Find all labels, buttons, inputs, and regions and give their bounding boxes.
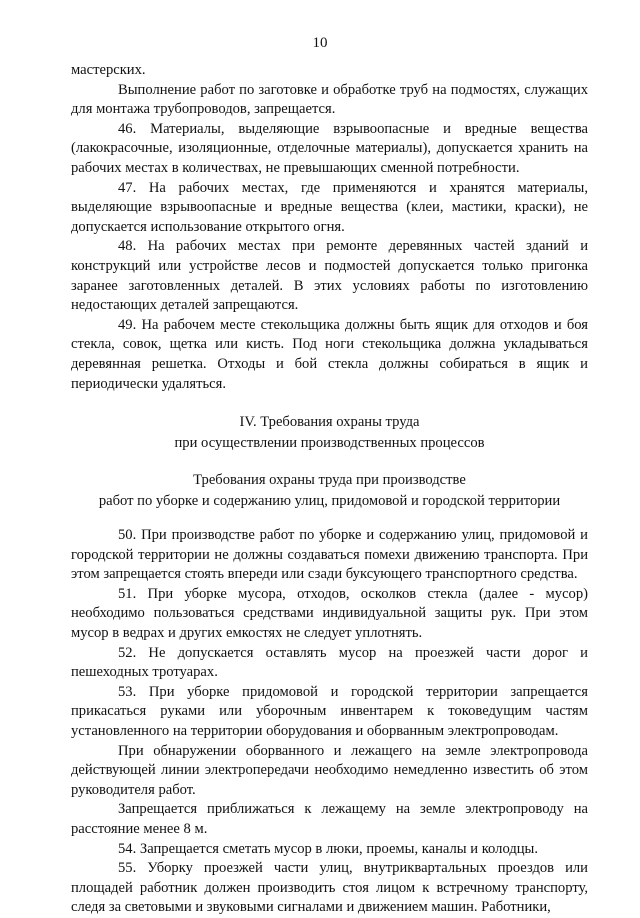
sub-heading-line-1: Требования охраны труда при производстве <box>193 472 466 489</box>
document-body <box>71 61 588 918</box>
paragraph-item-50: 50. При производстве работ по уборке и содержанию улиц, придомовой и городской территории не должны создаваться помехи движению транспорта. При этом запрещается стоять впереди или сзади буксующего транспортного средства. <box>71 527 588 583</box>
paragraph-item-55: 55. Уборку проезжей части улиц, внутриквартальных проездов или площадей работник должен производить стоя лицом к встречному транспорту, следя за световыми и звуковыми сигналами и движением машин. Работники, <box>71 860 588 916</box>
paragraph-item-49: 49. На рабочем месте стекольщика должны быть ящик для отходов и боя стекла, совок, щетка или кисть. Под ноги стекольщика должна укладываться деревянная решетка. Отходы и бой стекла должны собираться в ящик и периодически удаляться. <box>71 316 588 392</box>
section-heading-line-1: IV. Требования охраны труда <box>239 414 420 431</box>
paragraph-item-47: 47. На рабочих местах, где применяются и хранятся материалы, выделяющие взрывоопасные и вредные вещества (клеи, мастики, краски), не допускается использование открытого огня. <box>71 179 588 235</box>
paragraph-continuation: мастерских. <box>71 62 146 78</box>
paragraph-distance: Запрещается приближаться к лежащему на земле электропроводу на расстояние менее 8 м. <box>71 801 588 837</box>
paragraph-pipe-work: Выполнение работ по заготовке и обработке труб на подмостях, служащих для монтажа трубопроводов, запрещается. <box>71 81 588 118</box>
paragraph-broken-wire: При обнаружении оборванного и лежащего на земле электропровода действующей линии электропередачи необходимо немедленно известить об этом руководителя работ. <box>71 742 588 798</box>
section-heading <box>71 412 588 454</box>
sub-heading-line-2: работ по уборке и содержанию улиц, придомовой и городской территории <box>98 493 561 510</box>
page-number: 10 <box>312 35 328 51</box>
paragraph-item-46: 46. Материалы, выделяющие взрывоопасные и вредные вещества (лакокрасочные, изоляционные, отделочные материалы), допускается хранить на рабочих местах в количествах, не превышающих сменной потребности. <box>71 120 588 176</box>
paragraph-item-52: 52. Не допускается оставлять мусор на проезжей части дорог и пешеходных тротуарах. <box>71 644 588 681</box>
section-heading-line-2: при осуществлении производственных процессов <box>174 435 485 452</box>
paragraph-item-51: 51. При уборке мусора, отходов, осколков стекла (далее - мусор) необходимо пользоваться средствами индивидуальной защиты рук. При этом мусор в ведрах и других емкостях не следует уплотнять. <box>71 585 588 642</box>
sub-heading <box>71 470 588 512</box>
paragraph-item-53: 53. При уборке придомовой и городской территории запрещается прикасаться руками или уборочным инвентарем к токоведущим частям установленного на территории оборудования и оборванным электропроводам. <box>71 683 588 740</box>
paragraph-item-48: 48. На рабочих местах при ремонте деревянных частей зданий и конструкций или устройстве лесов и подмостей допускается только пригонка заранее заготовленных деталей. В этих условиях работы по изготовлению недостающих деталей запрещаются. <box>71 238 588 314</box>
paragraph-item-54: 54. Запрещается сметать мусор в люки, проемы, каналы и колодцы. <box>118 840 539 857</box>
